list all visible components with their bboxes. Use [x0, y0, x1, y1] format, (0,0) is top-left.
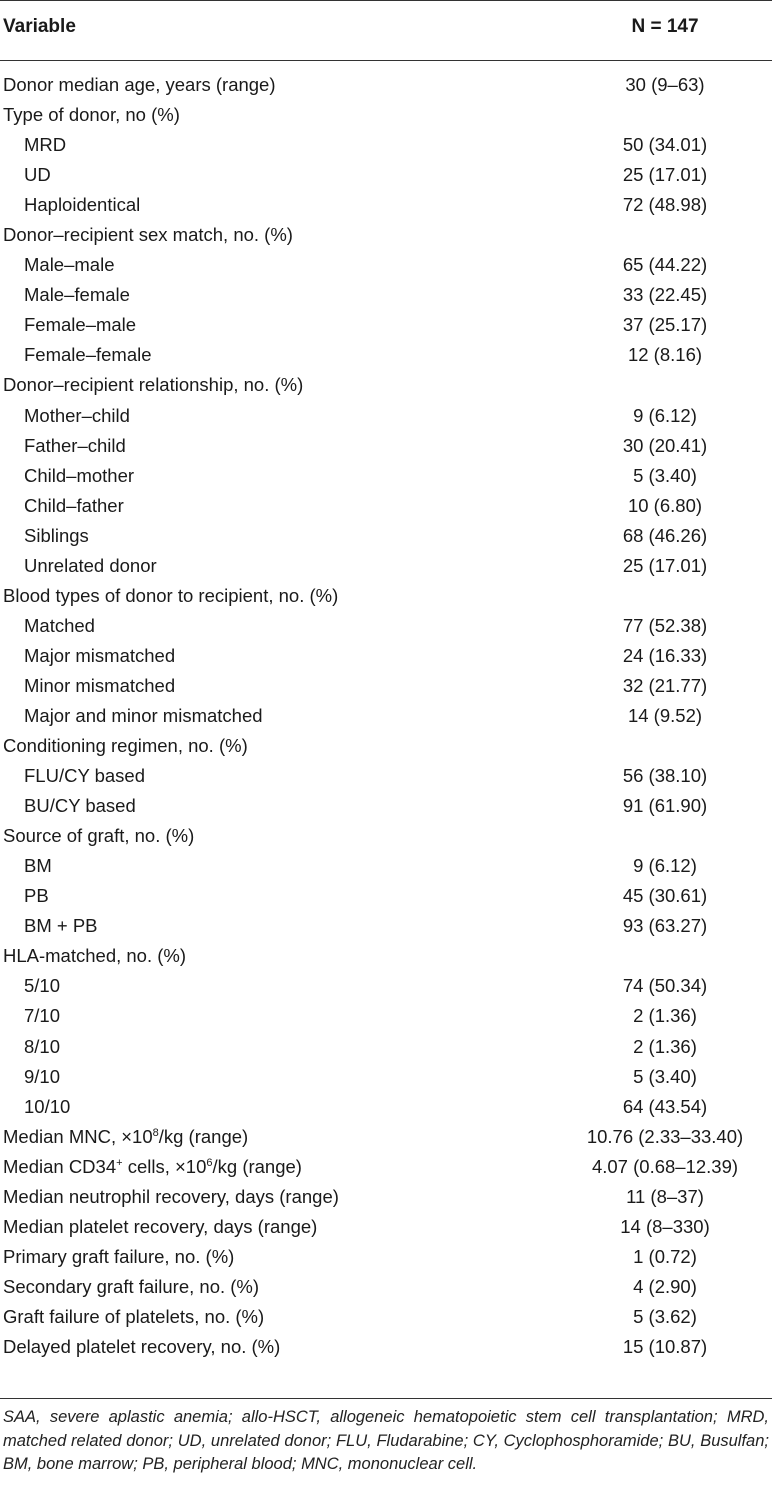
row-value: 93 (63.27): [622, 915, 708, 937]
row-label: Delayed platelet recovery, no. (%): [3, 1335, 281, 1357]
row-label: Conditioning regimen, no. (%): [3, 735, 248, 757]
row-value: 11 (8–37): [626, 1185, 704, 1207]
row-label: Minor mismatched: [24, 674, 176, 696]
row-value: 2 (1.36): [633, 1035, 697, 1057]
row-value: 30 (20.41): [622, 434, 708, 456]
table-row: [0, 911, 772, 941]
row-label: BM: [24, 855, 52, 877]
table-header-rule: [0, 60, 772, 61]
row-value: 5 (3.62): [633, 1305, 697, 1327]
table-row: [0, 1242, 772, 1272]
row-label: Donor–recipient sex match, no. (%): [3, 224, 293, 246]
table-row: [0, 821, 772, 851]
row-label: Child–mother: [24, 464, 135, 486]
row-label: Siblings: [24, 524, 89, 546]
row-label: Unrelated donor: [24, 554, 157, 576]
table-top-rule: [0, 0, 772, 1]
row-label: Matched: [24, 614, 95, 636]
row-value: 37 (25.17): [622, 314, 708, 336]
table-row: [0, 1152, 772, 1182]
table-row: [0, 1001, 772, 1031]
row-value: 4 (2.90): [633, 1275, 697, 1297]
table-row: [0, 340, 772, 370]
table-row: [0, 641, 772, 671]
row-value: 74 (50.34): [622, 975, 708, 997]
row-value: 45 (30.61): [622, 885, 708, 907]
row-label: Median platelet recovery, days (range): [3, 1215, 318, 1237]
table-row: [0, 551, 772, 581]
row-label: Donor–recipient relationship, no. (%): [3, 374, 304, 396]
row-label: BU/CY based: [24, 795, 136, 817]
row-label: 7/10: [24, 1005, 61, 1027]
row-value: 1 (0.72): [633, 1245, 697, 1267]
row-value: 10.76 (2.33–33.40): [586, 1125, 744, 1147]
row-label: Female–female: [24, 344, 152, 366]
row-label: HLA-matched, no. (%): [3, 945, 187, 967]
row-label: 10/10: [24, 1095, 71, 1117]
table-row: [0, 1122, 772, 1152]
table-row: [0, 461, 772, 491]
row-value: 32 (21.77): [622, 674, 708, 696]
row-label: Major mismatched: [24, 644, 176, 666]
row-label: Median neutrophil recovery, days (range): [3, 1185, 339, 1207]
row-label: 9/10: [24, 1065, 61, 1087]
row-label: MRD: [24, 134, 67, 156]
row-label: Source of graft, no. (%): [3, 825, 195, 847]
row-label: Blood types of donor to recipient, no. (%): [3, 584, 339, 606]
label-text: /kg (range): [212, 1155, 302, 1177]
table-row: [0, 160, 772, 190]
label-text: cells, ×10: [122, 1155, 207, 1177]
table-row: [0, 881, 772, 911]
row-value: 12 (8.16): [627, 344, 703, 366]
row-label: Secondary graft failure, no. (%): [3, 1275, 260, 1297]
table-row: [0, 971, 772, 1001]
header-variable: Variable: [3, 16, 76, 37]
row-value: 68 (46.26): [622, 524, 708, 546]
table-row: [0, 1332, 772, 1362]
row-label: UD: [24, 164, 51, 186]
row-label: Mother–child: [24, 404, 130, 426]
table-row: [0, 1062, 772, 1092]
label-superscript: 6: [206, 1156, 213, 1169]
row-label: PB: [24, 885, 49, 907]
row-label: 8/10: [24, 1035, 61, 1057]
row-label: Father–child: [24, 434, 126, 456]
row-label: [3, 1152, 302, 1182]
row-label: FLU/CY based: [24, 765, 145, 787]
row-value: 33 (22.45): [622, 284, 708, 306]
table-row: [0, 491, 772, 521]
row-value: 9 (6.12): [633, 404, 697, 426]
table-row: [0, 581, 772, 611]
table-body: [0, 70, 772, 1362]
table-row: [0, 190, 772, 220]
label-superscript: +: [116, 1156, 123, 1169]
row-value: 2 (1.36): [633, 1005, 697, 1027]
table-row: [0, 130, 772, 160]
row-label: Child–father: [24, 494, 124, 516]
table-row: [0, 941, 772, 971]
table-header: [0, 14, 772, 48]
row-value: 30 (9–63): [625, 74, 705, 95]
row-value: 5 (3.40): [633, 1065, 697, 1087]
table-row: [0, 791, 772, 821]
row-value: 64 (43.54): [622, 1095, 708, 1117]
row-label: Haploidentical: [24, 194, 141, 216]
table-row: [0, 1272, 772, 1302]
row-value: 77 (52.38): [622, 614, 708, 636]
table-row: [0, 250, 772, 280]
row-label: Female–male: [24, 314, 137, 336]
row-label: 5/10: [24, 975, 61, 997]
row-value: 9 (6.12): [633, 855, 697, 877]
row-value: 91 (61.90): [622, 795, 708, 817]
row-label: Type of donor, no (%): [3, 104, 180, 126]
row-label: Graft failure of platelets, no. (%): [3, 1305, 265, 1327]
row-label: Male–male: [24, 254, 115, 276]
row-value: 65 (44.22): [622, 254, 708, 276]
row-label: Donor median age, years (range): [3, 74, 276, 95]
row-value: 72 (48.98): [622, 194, 708, 216]
table-row: [0, 1212, 772, 1242]
header-n: N = 147: [631, 16, 699, 37]
row-label: [3, 1122, 248, 1152]
table-row: [0, 220, 772, 250]
table-row: [0, 761, 772, 791]
label-text: Median MNC, ×10: [3, 1125, 153, 1147]
table-row: [0, 611, 772, 641]
row-value: 24 (16.33): [622, 644, 708, 666]
table-row: [0, 851, 772, 881]
table-row: [0, 1182, 772, 1212]
table-row: [0, 280, 772, 310]
table-row: [0, 1302, 772, 1332]
row-label: Major and minor mismatched: [24, 704, 263, 726]
row-value: 5 (3.40): [633, 464, 697, 486]
table-row: [0, 370, 772, 400]
row-label: Primary graft failure, no. (%): [3, 1245, 235, 1267]
label-text: /kg (range): [158, 1125, 249, 1147]
row-value: 14 (8–330): [620, 1215, 710, 1237]
table-row: [0, 100, 772, 130]
table-row: [0, 431, 772, 461]
table-row: [0, 1032, 772, 1062]
row-value: 4.07 (0.68–12.39): [591, 1155, 739, 1177]
label-text: Median CD34: [3, 1155, 117, 1177]
row-value: 15 (10.87): [622, 1335, 708, 1357]
row-value: 50 (34.01): [622, 134, 708, 156]
table-row: [0, 1092, 772, 1122]
row-value: 25 (17.01): [622, 554, 708, 576]
row-value: 14 (9.52): [627, 704, 703, 726]
table-row: [0, 701, 772, 731]
row-label: BM + PB: [24, 915, 98, 937]
row-value: 10 (6.80): [627, 494, 703, 516]
label-superscript: 8: [152, 1126, 159, 1139]
table-row: [0, 401, 772, 431]
row-value: 56 (38.10): [622, 765, 708, 787]
table-footnote: SAA, severe aplastic anemia; allo-HSCT, allogeneic hematopoietic stem cell transplantation; MRD, matched related donor; UD, unrelated donor; FLU, Fludarabine; CY, Cyclophosphoramide; BU, Busulfan; BM, bone marrow; PB, peripheral blood; MNC, mononuclear cell.: [3, 1408, 769, 1473]
row-label: Male–female: [24, 284, 130, 306]
table-row: [0, 70, 772, 100]
table-row: [0, 310, 772, 340]
table-row: [0, 521, 772, 551]
table-row: [0, 671, 772, 701]
table-bottom-rule: [0, 1398, 772, 1399]
table-row: [0, 731, 772, 761]
row-value: 25 (17.01): [622, 164, 708, 186]
